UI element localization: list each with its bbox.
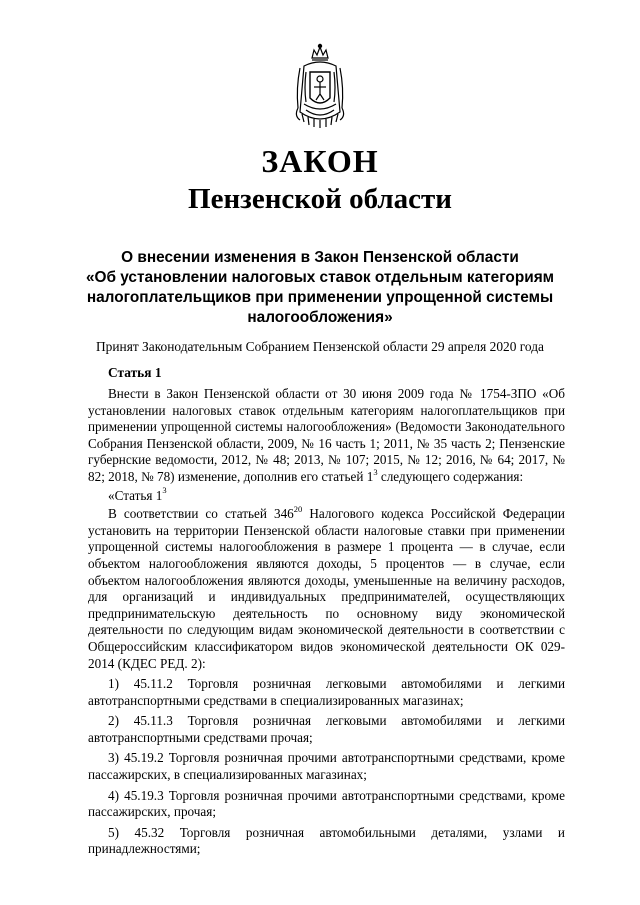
quoted-article-label (88, 485, 565, 505)
article-body (88, 386, 565, 862)
rule-superscript: 20 (293, 503, 303, 514)
law-subject (60, 248, 580, 328)
subject-line: О внесении изменения в Закон Пензенской области (121, 249, 519, 266)
rule-paragraph (88, 503, 565, 672)
quote-label-text: «Статья 1 (108, 487, 163, 503)
region-title: Пензенской области (188, 183, 452, 215)
adoption-note: Принят Законодательным Собранием Пензенской области 29 апреля 2020 года (96, 339, 544, 354)
list-item: 3) 45.19.2 Торговля розничная прочими автотранспортными средствами, кроме пассажирских, в специализированных магазинах; (88, 750, 565, 783)
list-item: 4) 45.19.3 Торговля розничная прочими автотранспортными средствами, кроме пассажирских, прочая; (88, 787, 565, 820)
document-title: ЗАКОН (261, 143, 379, 179)
subject-line: налогоплательщиков при применении упрощенной системы (86, 289, 554, 306)
intro-text: Внести в Закон Пензенской области от 30 июня 2009 года № 1754-ЗПО «Об установлении налоговых ставок отдельным категориям налогоплательщиков при применении упрощенной системы налогообложения» (Ведомости Законодательного Собрания Пензенской области, 2009, № 16 часть 1; 2011, № 35 часть 2; Пензенские губернские ведомости, 2012, № 48; 2013, № 107; 2015, № 12; 2016, № 64; 2017, № 82; 2018, № 78) изменение, дополнив его статьей 1 (88, 386, 565, 484)
list-item: 1) 45.11.2 Торговля розничная легковыми автомобилями и легкими автотранспортными средствами в специализированных магазинах; (88, 676, 565, 708)
coat-of-arms-icon (290, 42, 350, 128)
list-item: 2) 45.11.3 Торговля розничная легковыми автомобилями и легкими автотранспортными средствами прочая; (88, 713, 565, 745)
subject-line: «Об установлении налоговых ставок отдельным категориям (85, 269, 555, 286)
rule-pre: В соответствии со статьей 346 (108, 506, 294, 522)
rule-text: Налогового кодекса Российской Федерации установить на территории Пензенской области налоговые ставки при применении упрощенной системы налогообложения в размере 1 процента — в случае, если объектом налогообложения являются доходы, 5 процентов — в случае, если объектом налогообложения являются доходы, уменьшенные на величину расходов, для организаций и индивидуальных предпринимателей, осуществляющих предпринимательскую деятельность по основному виду экономической деятельности по следующим видам экономической деятельности в соответствии с Общероссийским классификатором видов экономической деятельности ОК 029-2014 (КДЕС РЕД. 2): (88, 506, 565, 671)
article-heading: Статья 1 (108, 365, 162, 380)
intro-paragraph (88, 386, 565, 486)
subject-line: налогообложения» (247, 309, 393, 326)
quote-label-superscript: 3 (162, 485, 167, 496)
intro-superscript: 3 (373, 466, 378, 477)
list-item: 5) 45.32 Торговля розничная автомобильными деталями, узлами и принадлежностями; (88, 824, 565, 857)
intro-tail: следующего содержания: (377, 468, 524, 484)
